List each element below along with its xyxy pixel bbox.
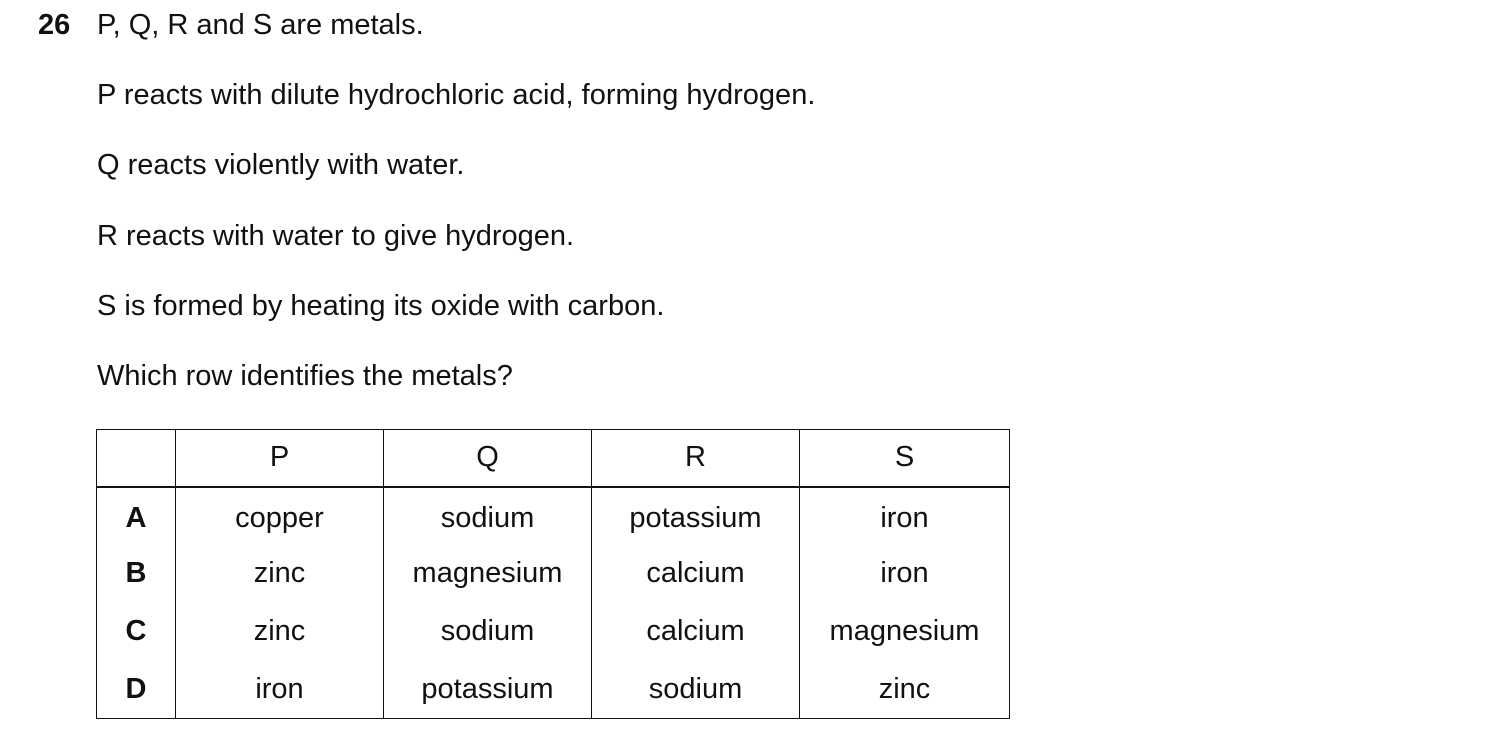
table-cell: magnesium	[800, 603, 1010, 661]
table-cell: zinc	[176, 545, 384, 603]
table-row	[97, 603, 1010, 661]
option-label: B	[97, 545, 176, 603]
header-cell-q: Q	[384, 430, 592, 487]
table-cell: calcium	[592, 545, 800, 603]
table-row	[97, 487, 1010, 545]
table-cell: iron	[800, 545, 1010, 603]
option-label: D	[97, 661, 176, 719]
question-line-intro: P, Q, R and S are metals.	[97, 9, 424, 41]
question-prompt: Which row identifies the metals?	[97, 360, 513, 392]
header-cell-p: P	[176, 430, 384, 487]
question-number: 26	[38, 9, 71, 41]
table-cell: zinc	[800, 661, 1010, 719]
option-label: C	[97, 603, 176, 661]
table-cell: potassium	[592, 487, 800, 545]
table-cell: zinc	[176, 603, 384, 661]
table-cell: sodium	[384, 603, 592, 661]
table-cell: potassium	[384, 661, 592, 719]
header-cell-empty	[97, 430, 176, 487]
table-row	[97, 545, 1010, 603]
question-line-r: R reacts with water to give hydrogen.	[97, 220, 575, 252]
table-header-row	[97, 430, 1010, 487]
table-cell: copper	[176, 487, 384, 545]
table-cell: magnesium	[384, 545, 592, 603]
table-cell: iron	[800, 487, 1010, 545]
table-cell: sodium	[592, 661, 800, 719]
question-line-s: S is formed by heating its oxide with carbon.	[97, 290, 665, 322]
header-cell-r: R	[592, 430, 800, 487]
table-cell: calcium	[592, 603, 800, 661]
header-cell-s: S	[800, 430, 1010, 487]
option-label: A	[97, 487, 176, 545]
table-row	[97, 661, 1010, 719]
question-line-q: Q reacts violently with water.	[97, 149, 465, 181]
question-line-p: P reacts with dilute hydrochloric acid, forming hydrogen.	[97, 79, 816, 111]
table-cell: sodium	[384, 487, 592, 545]
table-cell: iron	[176, 661, 384, 719]
answer-table	[96, 429, 1010, 719]
